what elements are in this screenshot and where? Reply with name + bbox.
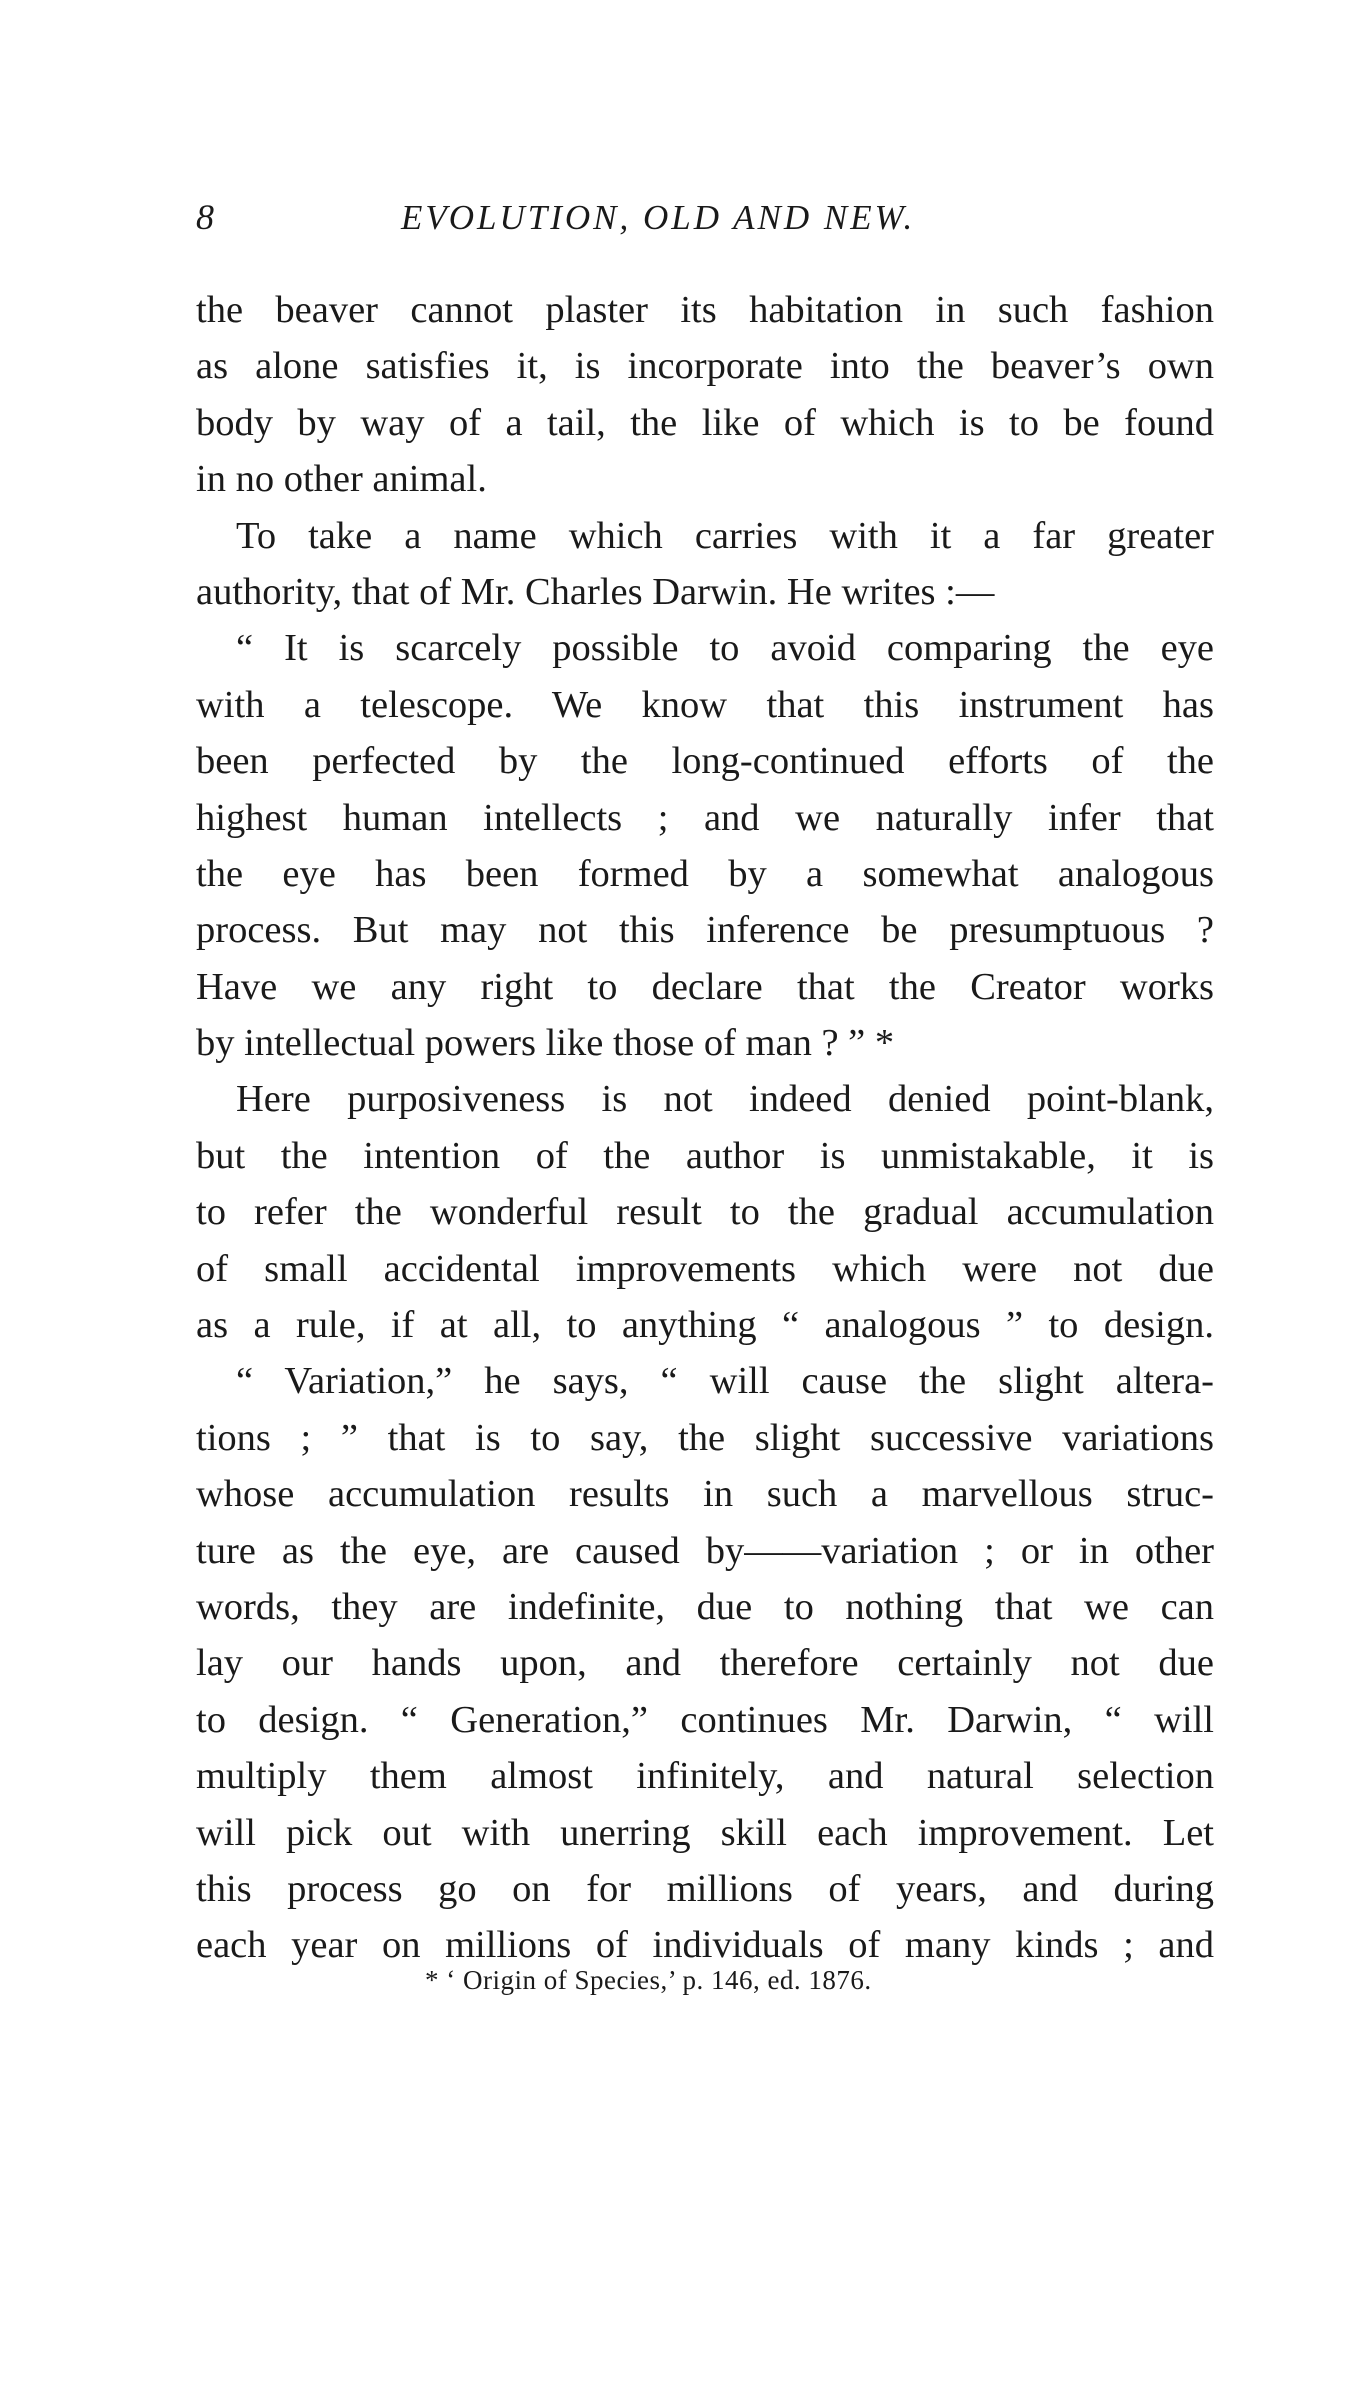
text-line: to refer the wonderful result to the gradual accumulation <box>196 1191 1214 1234</box>
text-line: Here purposiveness is not indeed denied point-blank, <box>236 1078 1214 1121</box>
text-line: body by way of a tail, the like of which is to be found <box>196 401 1214 444</box>
text-line: as alone satisfies it, is incorporate into the beaver’s own <box>196 345 1214 388</box>
page-number: 8 <box>196 197 214 237</box>
text-line: but the intention of the author is unmistakable, it is <box>196 1134 1214 1177</box>
text-line: “ Variation,” he says, “ will cause the slight altera- <box>236 1360 1214 1403</box>
text-line: to design. “ Generation,” continues Mr. Darwin, “ will <box>196 1698 1214 1741</box>
text-line: the eye has been formed by a somewhat analogous <box>196 852 1214 895</box>
text-line: this process go on for millions of years, and during <box>196 1867 1214 1910</box>
text-line: each year on millions of individuals of many kinds ; and <box>196 1924 1214 1967</box>
page-header <box>196 196 1214 256</box>
text-line: lay our hands upon, and therefore certainly not due <box>196 1642 1214 1685</box>
text-line: tions ; ” that is to say, the slight successive variations <box>196 1416 1214 1459</box>
text-line: will pick out with unerring skill each improvement. Let <box>196 1811 1214 1854</box>
text-line: highest human intellects ; and we naturally infer that <box>196 796 1214 839</box>
text-line: “ It is scarcely possible to avoid comparing the eye <box>236 627 1214 670</box>
text-line: the beaver cannot plaster its habitation in such fashion <box>196 289 1214 331</box>
text-line: been perfected by the long-continued efforts of the <box>196 740 1214 783</box>
footnote: * ‘ Origin of Species,’ p. 146, ed. 1876. <box>425 1965 872 1995</box>
text-line: words, they are indefinite, due to nothing that we can <box>196 1585 1214 1628</box>
text-line: with a telescope. We know that this instrument has <box>196 683 1214 726</box>
text-line: in no other animal. <box>196 458 487 501</box>
text-line: To take a name which carries with it a far greater <box>236 514 1214 557</box>
text-line: whose accumulation results in such a marvellous struc- <box>196 1473 1214 1516</box>
text-line: Have we any right to declare that the Creator works <box>196 965 1214 1008</box>
text-line: ture as the eye, are caused by——variation ; or in other <box>196 1529 1214 1572</box>
text-line: multiply them almost infinitely, and natural selection <box>196 1755 1214 1798</box>
running-title: EVOLUTION, OLD AND NEW. <box>401 198 916 237</box>
text-line: by intellectual powers like those of man ? ” * <box>196 1022 895 1065</box>
text-line: as a rule, if at all, to anything “ analogous ” to design. <box>196 1304 1214 1347</box>
text-line: authority, that of Mr. Charles Darwin. He writes :— <box>196 570 995 613</box>
text-line: of small accidental improvements which were not due <box>196 1247 1214 1290</box>
body-text <box>196 282 1214 1974</box>
text-line: process. But may not this inference be presumptuous ? <box>196 909 1214 952</box>
